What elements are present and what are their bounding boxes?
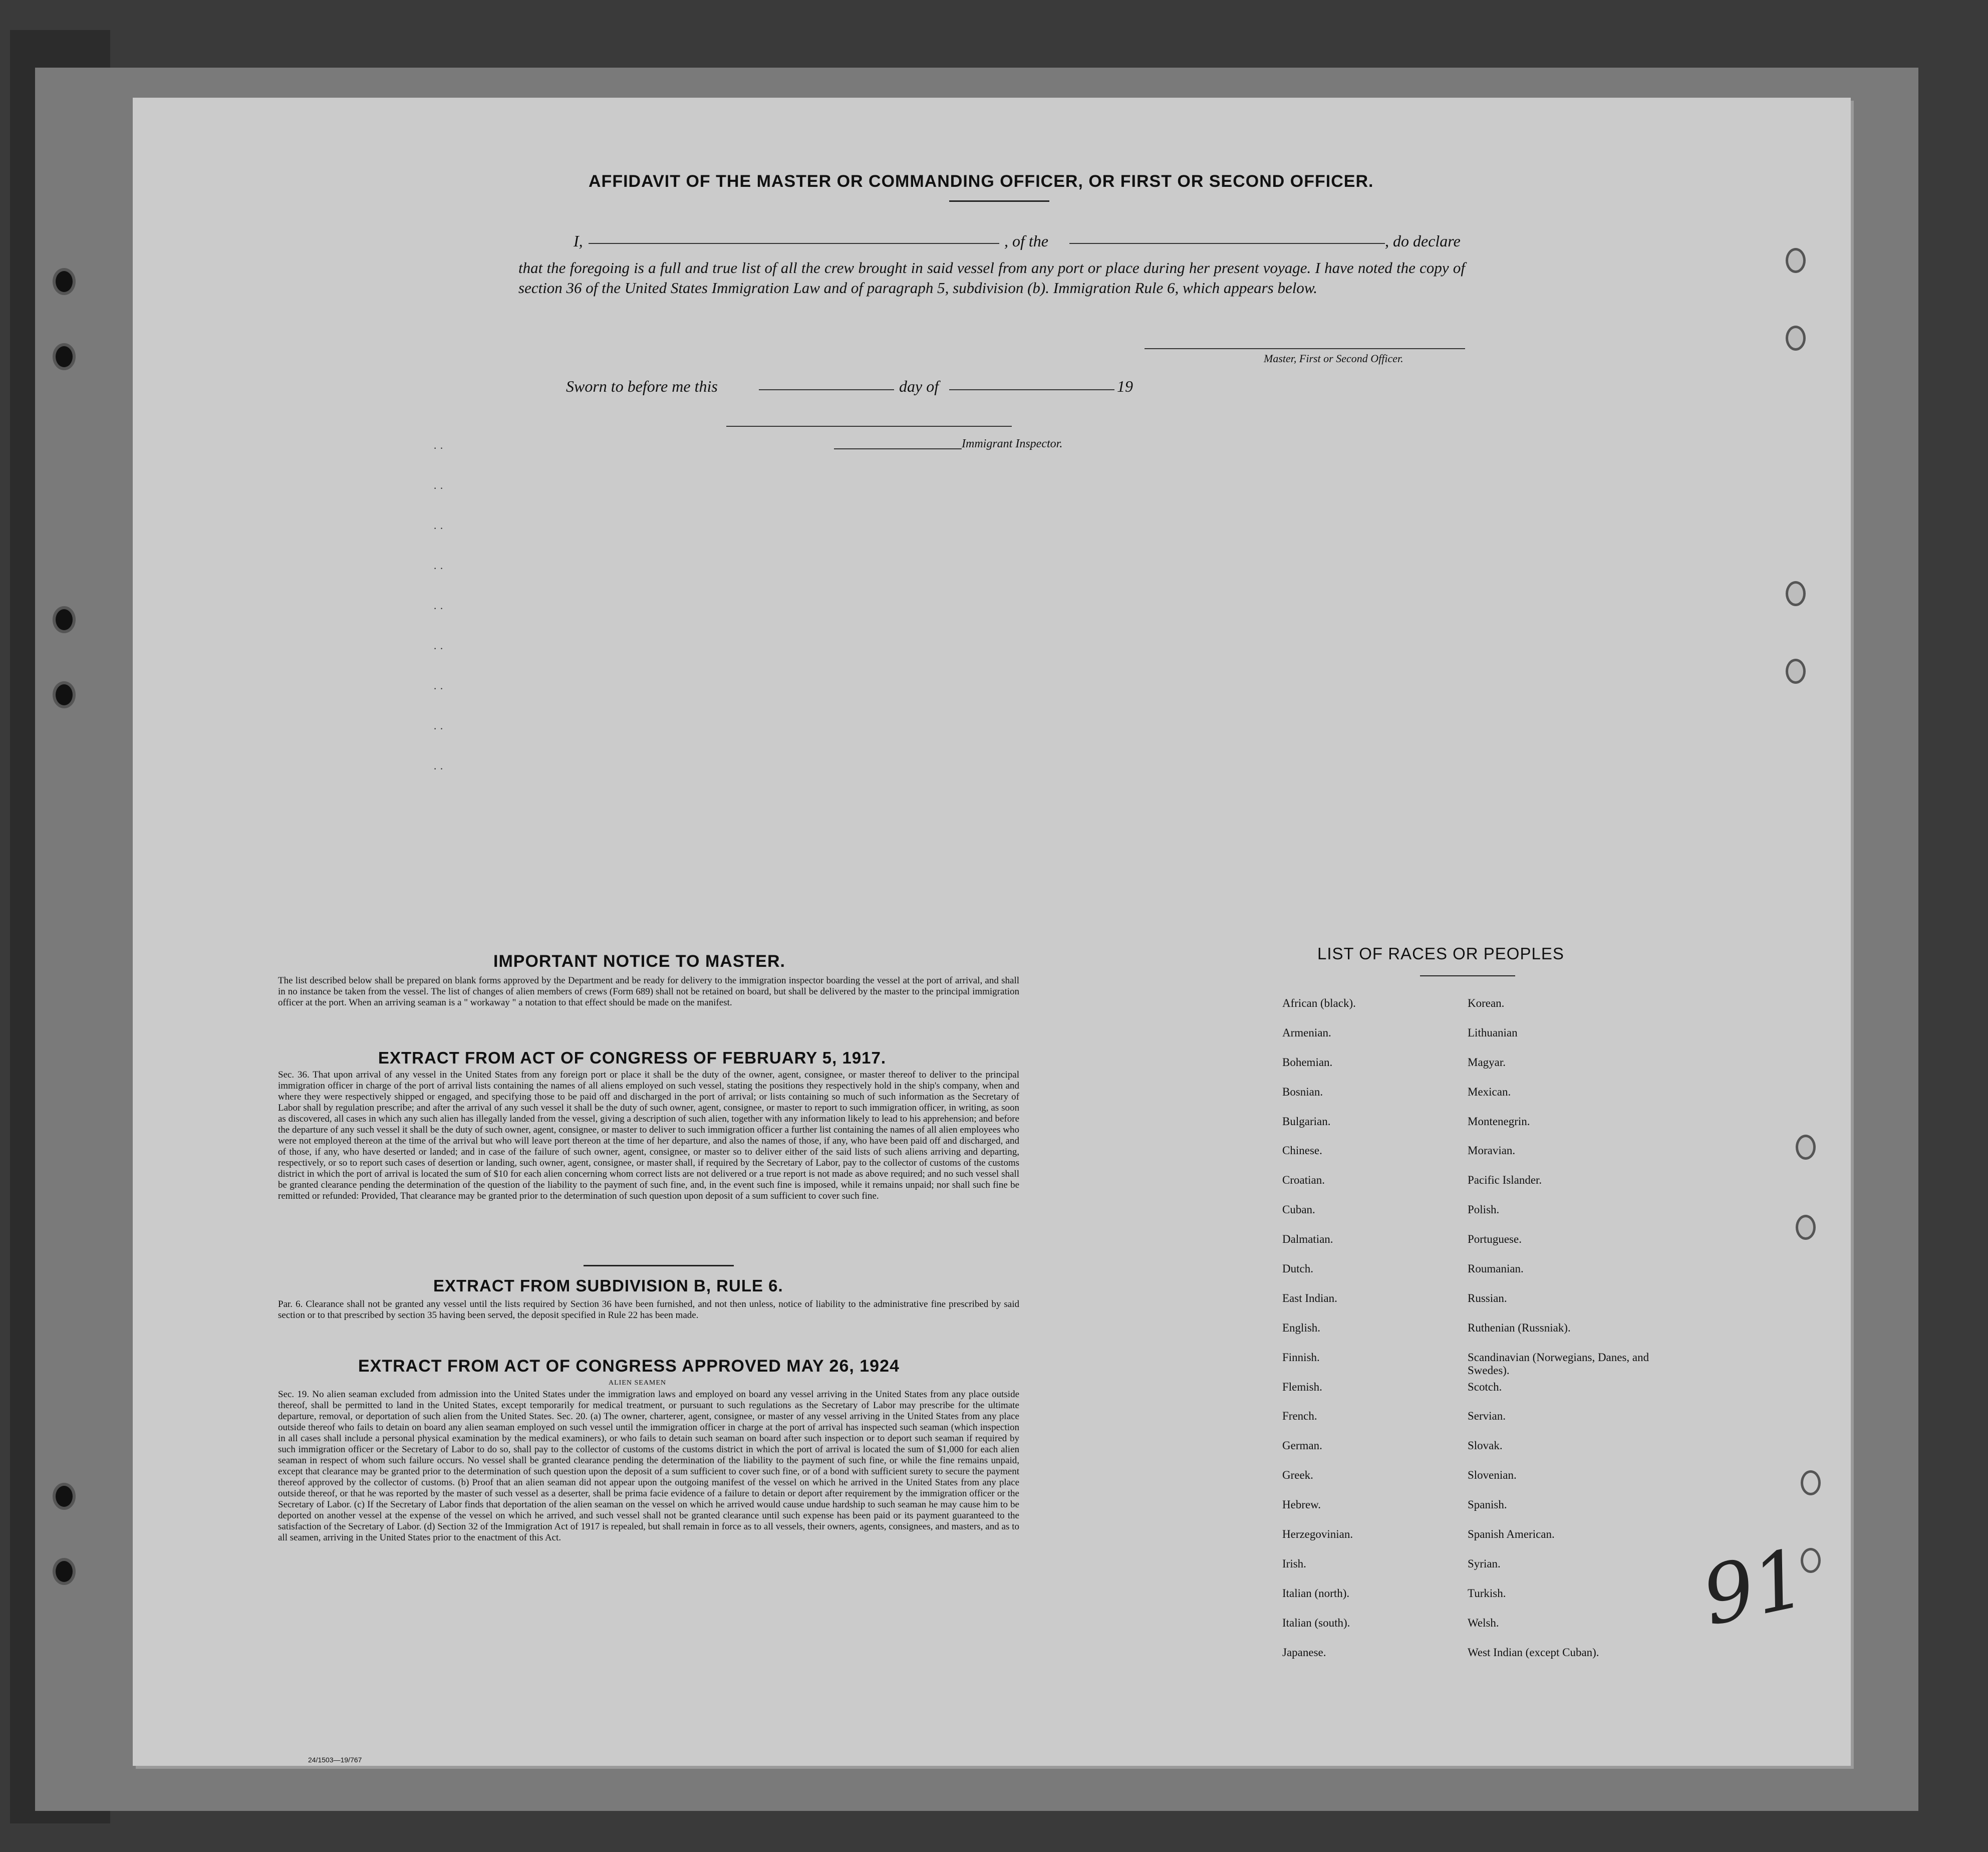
year-label: 19: [1117, 377, 1133, 395]
notice-body: The list described below shall be prepared on blank forms approved by the Department and be ready for delivery to the immigration inspector boarding the vessel at the port of arrival, and shall in no instance be taken from the vessel. The list of changes of alien members of crews (Form 689) shall not be retained on board, but shall be delivered by the master to the principal immigration officer at the port. When an arriving seaman is a " workaway " a notation to that effect should be made on the manifest.: [278, 975, 1019, 1008]
race-item: German.: [1282, 1439, 1322, 1452]
race-item: Pacific Islander.: [1468, 1174, 1542, 1187]
race-item: Polish.: [1468, 1203, 1500, 1216]
divider: [949, 200, 1049, 202]
handwritten-mark: 91: [1694, 1530, 1814, 1644]
race-item: Italian (north).: [1282, 1586, 1350, 1600]
race-item: English.: [1282, 1321, 1321, 1334]
race-item: Korean.: [1468, 997, 1505, 1009]
race-item: Herzegovinian.: [1282, 1528, 1353, 1541]
races-column-2: [1468, 997, 1678, 1675]
signature-label: Master, First or Second Officer.: [1264, 352, 1403, 365]
race-item: Magyar.: [1468, 1055, 1506, 1069]
race-item: Syrian.: [1468, 1557, 1501, 1570]
race-item: West Indian (except Cuban).: [1468, 1646, 1599, 1659]
punch-hole: [1786, 326, 1806, 351]
race-item: Welsh.: [1468, 1616, 1499, 1629]
races-column-1: [1282, 997, 1463, 1675]
race-item: Moravian.: [1468, 1144, 1516, 1157]
punch-hole: [1786, 659, 1806, 684]
race-item: Slovak.: [1468, 1439, 1503, 1452]
signature-line: [1145, 348, 1465, 349]
rank-blank-line: [1069, 243, 1385, 244]
races-title: LIST OF RACES OR PEOPLES: [1317, 944, 1564, 963]
sworn-month-line: [949, 389, 1114, 390]
binder-hole: [53, 268, 76, 295]
day-of-label: day of: [899, 377, 939, 395]
race-item: Scandinavian (Norwegians, Danes, and Swedes).: [1468, 1351, 1649, 1377]
affidavit-of-the: , of the: [1004, 232, 1048, 250]
race-item: Scotch.: [1468, 1380, 1502, 1393]
race-item: Portuguese.: [1468, 1233, 1522, 1246]
race-item: Finnish.: [1282, 1351, 1320, 1364]
extract-1917-body: Sec. 36. That upon arrival of any vessel in the United States from any foreign port or place it shall be the duty of the owner, agent, consignee, or master thereof to deliver to the principal immigration officer in charge of the port of arrival lists containing the names of all aliens employed on such vessel, stating the positions they respectively hold in the ship's company, when and where they were respectively shipped or engaged, and specifying those to be paid off and discharged in the port of arrival; or lists containing so much of such information as the Secretary of Labor shall by regulation prescribe; and after the arrival of any such vessel it shall be the duty of such owner, agent, consignee, or master to report to such immigration officer, in writing, as soon as discovered, all cases in which any such alien has illegally landed from the vessel, giving a description of such alien, together with any information likely to lead to his apprehension; and before the departure of any such vessel it shall be the duty of such owner, agent, consignee, or master to deliver to such immigration officer a further list containing the names of all alien employees who were not employed thereon at the time of the arrival but who will leave port thereon at the time of her departure, and also the names of those, if any, who have been paid off and discharged, and of those, if any, who have deserted or landed; and in case of the failure of such owner, agent, consignee, or master so to deliver either of the said lists of such aliens arriving and departing, respectively, or so to report such cases of desertion or landing, such owner, agent, consignee, or master shall, if required by the Secretary of Labor, pay to the collector of customs of the customs district in which the port of arrival is located the sum of $10 for each alien concerning whom correct lists are not delivered or a true report is not made as above required; and no such vessel shall be granted clearance pending the determination of the question of the liability to the payment of such fine, and, in the event such fine is imposed, while it remains unpaid; nor shall such fine be remitted or refunded: Provided, That clearance may be granted prior to the determination of such question upon deposit of a sum sufficient to cover such fine.: [278, 1070, 1019, 1201]
inspector-label: Immigrant Inspector.: [962, 437, 1063, 450]
race-item: Irish.: [1282, 1557, 1306, 1570]
extract-1917-title: EXTRACT FROM ACT OF CONGRESS OF FEBRUARY 5, 1917.: [378, 1048, 887, 1067]
binder-hole: [53, 1558, 76, 1585]
race-item: Croatian.: [1282, 1174, 1325, 1187]
sworn-label: Sworn to before me this: [566, 377, 718, 395]
race-item: Servian.: [1468, 1410, 1506, 1423]
affidavit-title: AFFIDAVIT OF THE MASTER OR COMMANDING OFFICER, OR FIRST OR SECOND OFFICER.: [589, 172, 1374, 191]
race-item: Montenegrin.: [1468, 1115, 1530, 1128]
binder-hole: [53, 343, 76, 370]
form-code: 24/1503—19/767: [308, 1756, 362, 1764]
race-item: Dutch.: [1282, 1262, 1313, 1275]
extract-1924-subtitle: ALIEN SEAMEN: [609, 1379, 667, 1387]
binder-hole: [53, 1483, 76, 1510]
race-item: Russian.: [1468, 1291, 1507, 1304]
race-item: Turkish.: [1468, 1586, 1506, 1600]
race-item: Lithuanian: [1468, 1026, 1518, 1039]
punch-hole: [1796, 1135, 1816, 1160]
faint-marks: · · · · · · · · · · · · · · · · · ·: [433, 442, 444, 775]
race-item: Mexican.: [1468, 1085, 1511, 1098]
race-item: Italian (south).: [1282, 1616, 1350, 1629]
punch-hole: [1786, 581, 1806, 606]
race-item: Roumanian.: [1468, 1262, 1524, 1275]
divider: [584, 1265, 734, 1266]
race-item: African (black).: [1282, 997, 1356, 1009]
race-item: Bulgarian.: [1282, 1115, 1331, 1128]
race-item: Spanish American.: [1468, 1528, 1555, 1541]
race-item: French.: [1282, 1410, 1317, 1423]
extract-rule6-title: EXTRACT FROM SUBDIVISION B, RULE 6.: [433, 1276, 783, 1295]
race-item: Bohemian.: [1282, 1055, 1333, 1069]
divider: [1420, 975, 1515, 976]
punch-hole: [1801, 1548, 1821, 1573]
race-item: Chinese.: [1282, 1144, 1322, 1157]
inspector-signature-line: [726, 426, 1012, 427]
race-item: Hebrew.: [1282, 1498, 1321, 1511]
race-item: Japanese.: [1282, 1646, 1326, 1659]
binder-hole: [53, 606, 76, 633]
race-item: East Indian.: [1282, 1291, 1337, 1304]
punch-hole: [1786, 248, 1806, 273]
race-item: Spanish.: [1468, 1498, 1507, 1511]
affidavit-body: that the foregoing is a full and true list of all the crew brought in said vessel from any port or place during her present voyage. I have noted the copy of section 36 of the United States Immigration Law and of paragraph 5, subdivision (b). Immigration Rule 6, which appears below.: [518, 259, 1465, 297]
inspector-line: [834, 448, 962, 449]
notice-title: IMPORTANT NOTICE TO MASTER.: [493, 952, 785, 971]
race-item: Dalmatian.: [1282, 1233, 1333, 1246]
race-item: Cuban.: [1282, 1203, 1315, 1216]
race-item: Ruthenian (Russniak).: [1468, 1321, 1571, 1334]
race-item: Flemish.: [1282, 1380, 1322, 1393]
race-item: Greek.: [1282, 1469, 1313, 1482]
race-item: Armenian.: [1282, 1026, 1331, 1039]
punch-hole: [1801, 1470, 1821, 1495]
name-blank-line: [589, 243, 999, 244]
extract-rule6-body: Par. 6. Clearance shall not be granted any vessel until the lists required by Section 36 have been furnished, and not then unless, notice of liability to the administrative fine prescribed by said section or to that prescribed by section 35 having been served, the deposit specified in Rule 22 has been made.: [278, 1299, 1019, 1320]
extract-1924-body: Sec. 19. No alien seaman excluded from admission into the United States under the immigration laws and employed on board any vessel arriving in the United States from any place outside thereof, shall be permitted to land in the United States, except temporarily for medical treatment, or pursuant to such regulations as the Secretary of Labor may prescribe for the ultimate departure, removal, or deportation of such alien from the United States. Sec. 20. (a) The owner, charterer, agent, consignee, or master of any vessel arriving in the United States from any place outside thereof who fails to detain on board any alien seaman employed on such vessel until the immigration officer in charge at the port of arrival has inspected such seaman (which inspection in all cases shall include a personal physical examination by the medical examiners), or who fails to detain such seaman on board after such inspection or to deport such seaman if required by such immigration officer or the Secretary of Labor to do so, shall pay to the collector of customs of the customs district in which the port of arrival is located the sum of $1,000 for each alien seaman in respect of whom such failure occurs. No vessel shall be granted clearance pending the determination of the liability to the payment of such fine, or while the fine remains unpaid, except that clearance may be granted prior to the determination of such question upon the deposit of a sum sufficient to cover such fine, or of a bond with sufficient surety to secure the payment thereof approved by the collector of customs. (b) Proof that an alien seaman did not appear upon the outgoing manifest of the vessel on which he arrived in the United States from any place outside thereof, or that he was reported by the master of such vessel as a deserter, shall be prima facie evidence of a failure to detain or deport after requirement by the immigration officer or the Secretary of Labor. (c) If the Secretary of Labor finds that deportation of the alien seaman on the vessel on which he arrived would cause undue hardship to such seaman he may cause him to be deported on another vessel at the expense of the vessel on which he arrived, and such vessel shall not be granted clearance until such expense has been paid or its payment guaranteed to the satisfaction of the Secretary of Labor. (d) Section 32 of the Immigration Act of 1917 is repealed, but shall remain in force as to all vessels, their owners, agents, consignees, and masters, and as to all seamen, arriving in the United States prior to the enactment of this Act.: [278, 1389, 1019, 1543]
binder-hole: [53, 681, 76, 708]
document-page: [133, 98, 1851, 1766]
punch-hole: [1796, 1215, 1816, 1240]
affidavit-declare: , do declare: [1385, 232, 1461, 250]
extract-1924-title: EXTRACT FROM ACT OF CONGRESS APPROVED MAY 26, 1924: [358, 1357, 900, 1376]
race-item: Bosnian.: [1282, 1085, 1323, 1098]
sworn-day-line: [759, 389, 894, 390]
affidavit-i: I,: [574, 232, 583, 250]
race-item: Slovenian.: [1468, 1469, 1517, 1482]
